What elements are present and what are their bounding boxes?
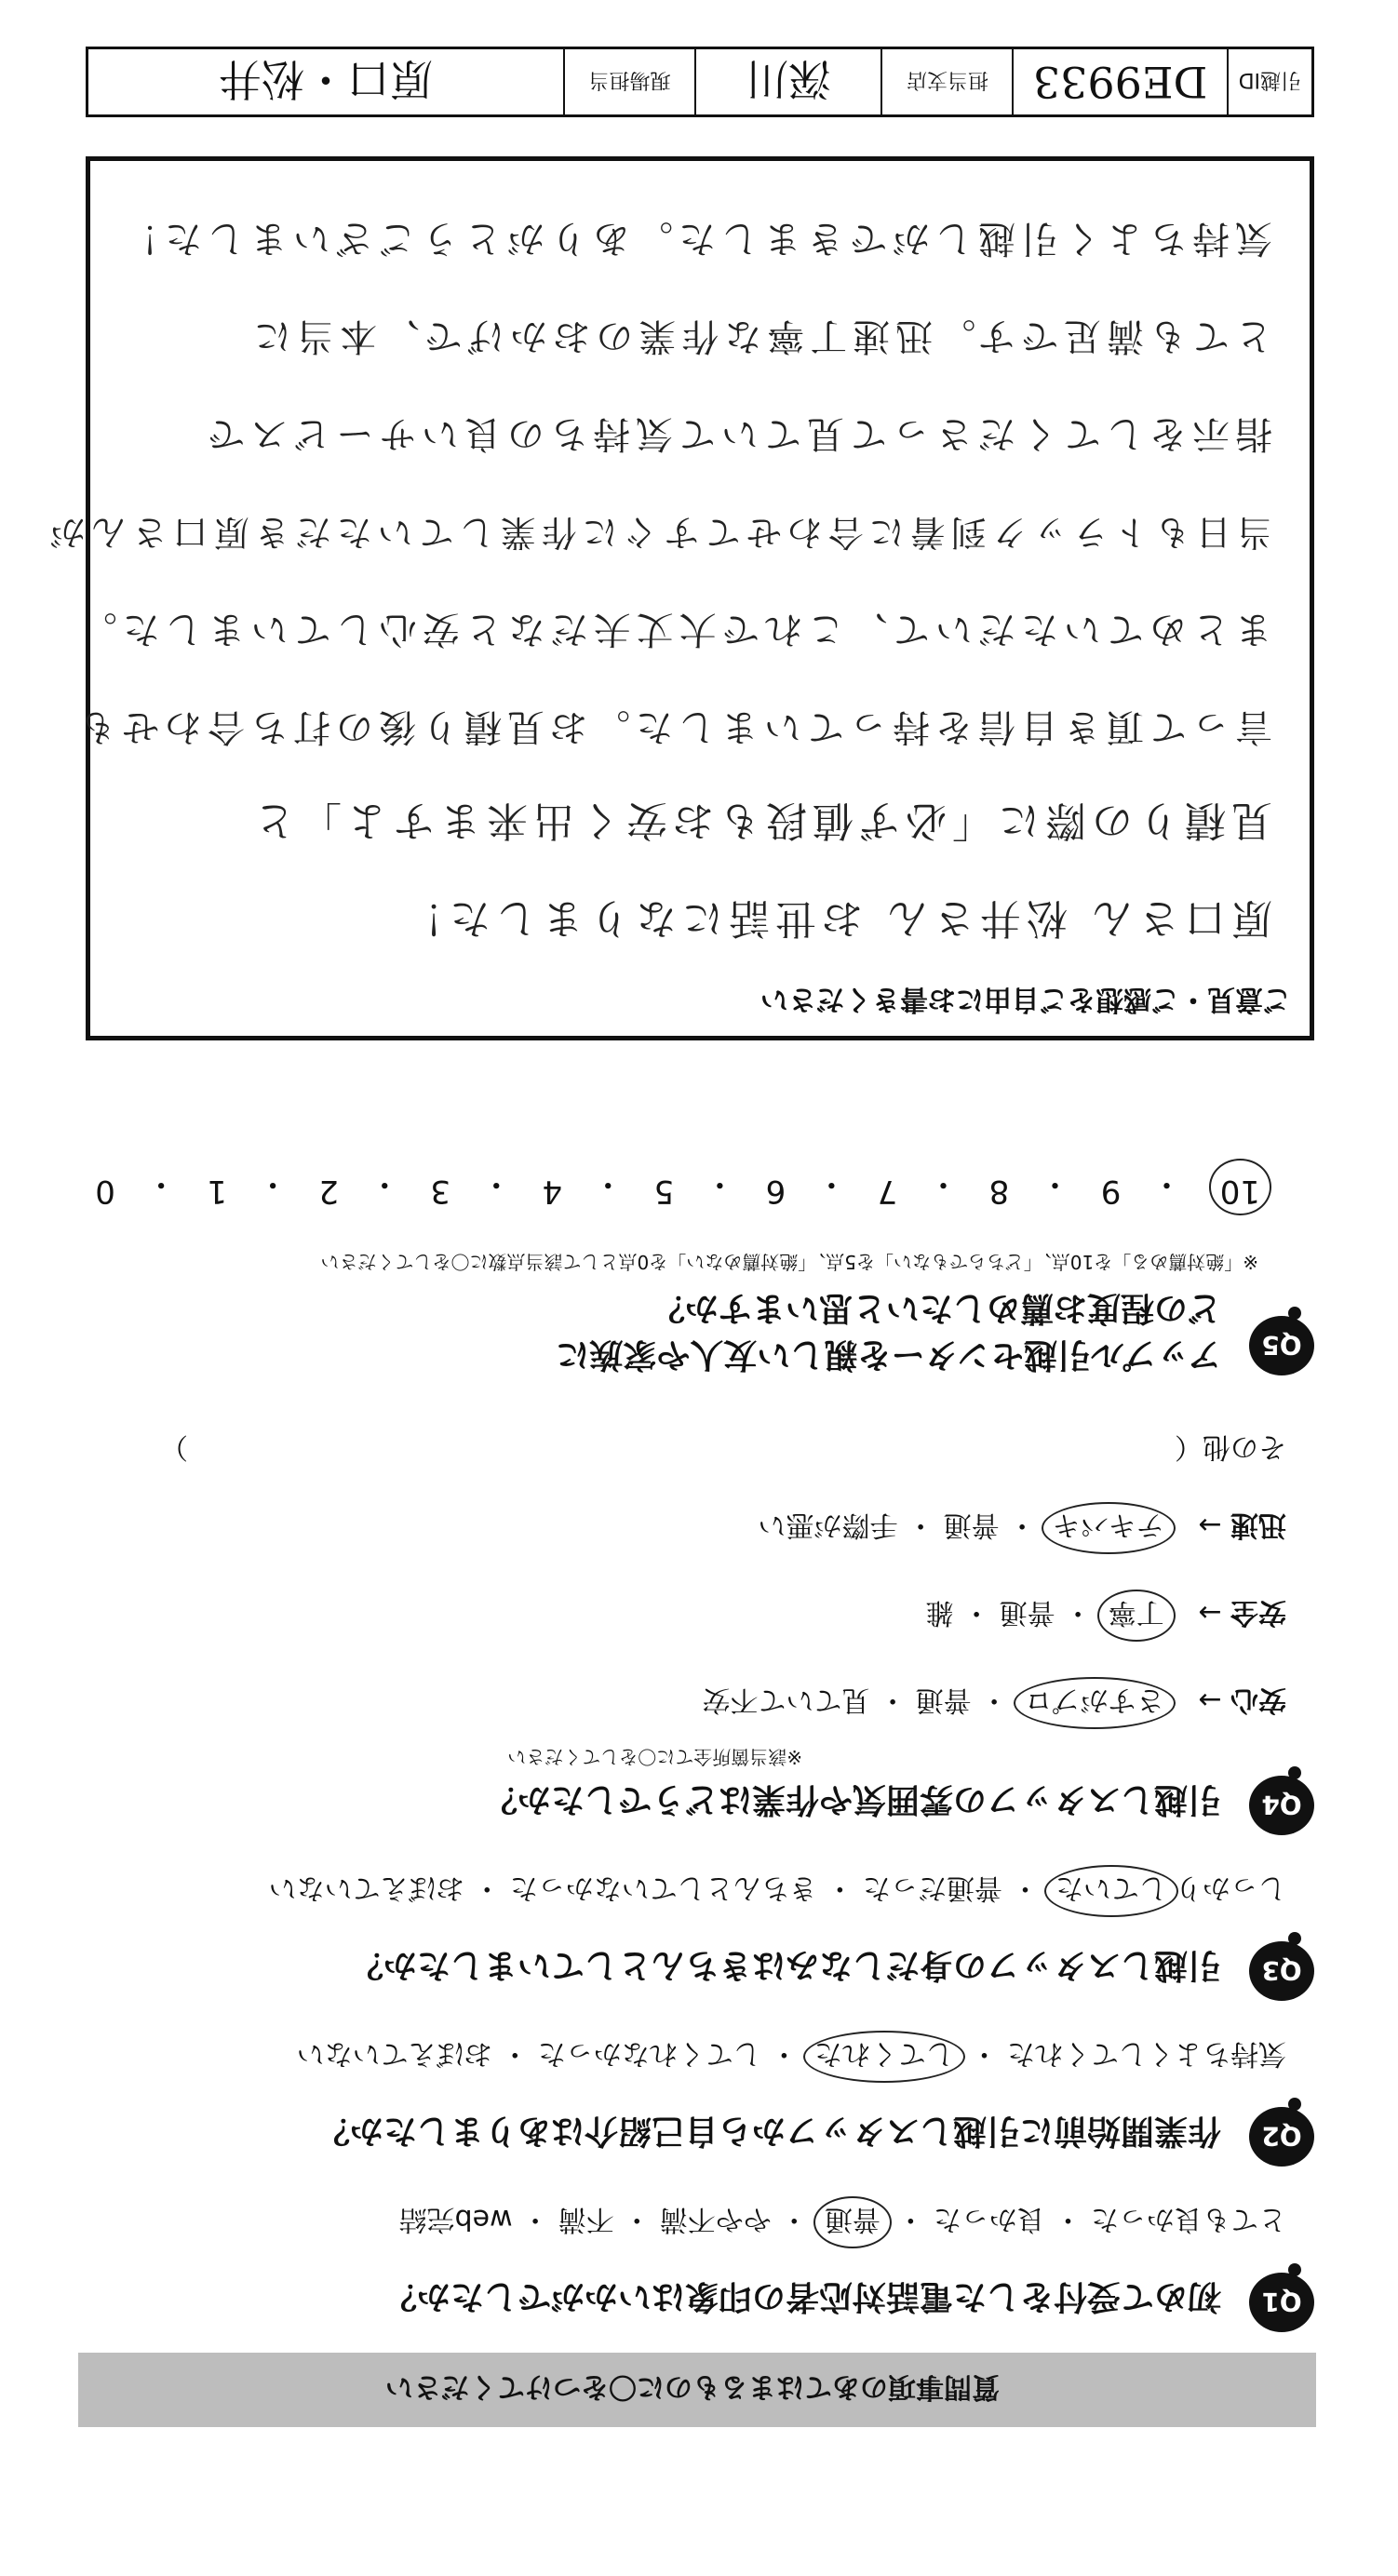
- q3-badge: Q3: [1249, 1941, 1314, 2001]
- q1-text: 初めて受付をした電話対応者の印象はいかがでしたか？: [383, 2277, 1221, 2315]
- comment-box[interactable]: [44, 156, 1314, 1040]
- q1-options: とても良かった ・ 良かった ・ 普通 ・ やや不満 ・ 不満 ・ web完結: [399, 2202, 1286, 2243]
- q4-option-selected[interactable]: 丁寧: [1097, 1590, 1176, 1642]
- q4-option-selected[interactable]: テキパキ: [1042, 1502, 1176, 1554]
- q4-row-speed: 迅速 → テキパキ ・ 普通 ・ 手際が悪い: [759, 1508, 1286, 1549]
- comment-line: まとめていただいて、これで大丈夫だなと安心していました。: [74, 608, 1272, 651]
- q4-badge: Q4: [1249, 1776, 1314, 1835]
- q3-option[interactable]: きちんとしていなかった: [509, 1872, 817, 1904]
- q5-score[interactable]: 9: [1100, 1173, 1122, 1210]
- q4-option[interactable]: 見ていて不安: [702, 1684, 870, 1716]
- q1-badge: Q1: [1249, 2273, 1314, 2332]
- q2-option[interactable]: おぼえていない: [296, 2037, 492, 2070]
- q3-option[interactable]: しっかりしていた: [1048, 1872, 1286, 1904]
- q4-option-selected[interactable]: さすがプロ: [1014, 1677, 1176, 1729]
- q2-options: 気持ちよくしてくれた ・ してくれた ・ してくれなかった ・ おぼえていない: [297, 2036, 1286, 2077]
- q5-scale: 10 ・ 9 ・ 8 ・ 7 ・ 6 ・ 5 ・ 4 ・ 3 ・ 2 ・ 1 ・ 0: [95, 1164, 1268, 1210]
- comment-title: ご意見・ご感想をご自由にお書きください: [760, 983, 1291, 1015]
- q5-score[interactable]: 8: [988, 1173, 1010, 1210]
- q3-options: しっかりしていた ・ 普通だった ・ きちんとしていなかった ・ おぼえていない: [269, 1871, 1286, 1912]
- q2-badge: Q2: [1249, 2107, 1314, 2167]
- q4-note: ※該当箇所全てに〇をしてください: [507, 1746, 802, 1768]
- q5-score[interactable]: 1: [207, 1173, 227, 1210]
- comment-line: とても満足です。迅速丁寧な作業のおかげで、本当に: [249, 315, 1272, 357]
- q1-option[interactable]: やや不満: [659, 2203, 772, 2235]
- q5-score[interactable]: 7: [877, 1173, 898, 1210]
- label-branch: 担当支店: [881, 49, 1013, 114]
- q4-option[interactable]: 普通: [915, 1684, 972, 1716]
- value-site-staff: 原口・松井: [219, 54, 434, 104]
- q4-text: 引越しスタッフの雰囲気や作業はどうでしたか？: [483, 1780, 1221, 1818]
- q4-option[interactable]: 普通: [943, 1509, 1000, 1541]
- staff-info-table: [86, 47, 1314, 117]
- q3-option[interactable]: おぼえていない: [268, 1872, 464, 1904]
- q5-text: アップル引越センターを親しい友人や家族に: [556, 1335, 1221, 1374]
- q5-score-selected[interactable]: 10: [1209, 1159, 1271, 1215]
- q4-row-security: 安全 → 丁寧 ・ 普通 ・ 雑: [926, 1595, 1286, 1636]
- q2-text: 作業開始前に引越しスタッフから自己紹介はありましたか？: [316, 2112, 1221, 2150]
- value-move-id: DE9933: [1012, 49, 1226, 114]
- comment-line: 当日もトラック到着に合わせてすぐに作業していただき原口さんが: [44, 512, 1272, 553]
- q4-row-safety: 安心 → さすがプロ ・ 普通 ・ 見ていて不安: [703, 1683, 1286, 1724]
- comment-line: 見積りの際に「必ず値段もお安く出来ますよ」と: [249, 797, 1272, 844]
- q3-option[interactable]: 普通だった: [862, 1872, 1002, 1904]
- q2-option[interactable]: してくれなかった: [537, 2037, 761, 2070]
- q5-text-2: どの程度お薦めしたいと思いますか？: [651, 1289, 1221, 1327]
- q2-option[interactable]: 気持ちよくしてくれた: [1007, 2037, 1286, 2070]
- q1-option[interactable]: web完結: [398, 2203, 513, 2235]
- q1-option[interactable]: 不満: [558, 2203, 614, 2235]
- q5-score[interactable]: 2: [318, 1173, 339, 1210]
- comment-line: 言って頂き自信を持っていました。お見積り後の打ち合わせも: [74, 705, 1272, 748]
- comment-line: 気持ちよく引越しができました。ありがとうございました！: [116, 217, 1272, 260]
- q2-option-selected[interactable]: してくれた: [803, 2031, 965, 2083]
- comment-line: 原口さん 松井さん お世話になりました！: [397, 894, 1272, 942]
- q5-score[interactable]: 0: [95, 1173, 115, 1210]
- q4-option[interactable]: 普通: [999, 1596, 1055, 1629]
- q4-option[interactable]: 手際が悪い: [758, 1509, 898, 1541]
- q3-text: 引越しスタッフの身だしなみはきちんとしていましたか？: [349, 1946, 1221, 1984]
- q3-option-selected[interactable]: していた: [1044, 1865, 1178, 1917]
- instruction-text: 質問事項のあてはまるものに〇をつけてください: [385, 2370, 1000, 2403]
- q5-badge: Q5: [1249, 1316, 1314, 1375]
- q1-option[interactable]: とても良かった: [1091, 2203, 1286, 2235]
- q5-score[interactable]: 3: [430, 1173, 451, 1210]
- q4-option[interactable]: 雑: [925, 1596, 954, 1629]
- q5-score[interactable]: 4: [542, 1173, 563, 1210]
- q5-score[interactable]: 6: [765, 1173, 786, 1210]
- q4-other: その他（ ）: [160, 1430, 1286, 1463]
- label-site-staff: 現場担当: [563, 49, 694, 114]
- comment-line: 指示をしてくださって見ていて気持ちの良いサービスで: [202, 412, 1272, 455]
- instruction-band: [78, 2353, 1316, 2427]
- q5-note: ※「絶対薦める」を10点、「どちらでもない」を5点、「絶対薦めない」を0点として該当点数に〇をしてください: [320, 1251, 1258, 1273]
- value-branch: 深川: [694, 49, 880, 114]
- label-move-id: 引越ID: [1227, 49, 1311, 114]
- q1-option-selected[interactable]: 普通: [813, 2196, 892, 2248]
- q5-score[interactable]: 5: [653, 1173, 675, 1210]
- q1-option[interactable]: 良かった: [933, 2203, 1045, 2235]
